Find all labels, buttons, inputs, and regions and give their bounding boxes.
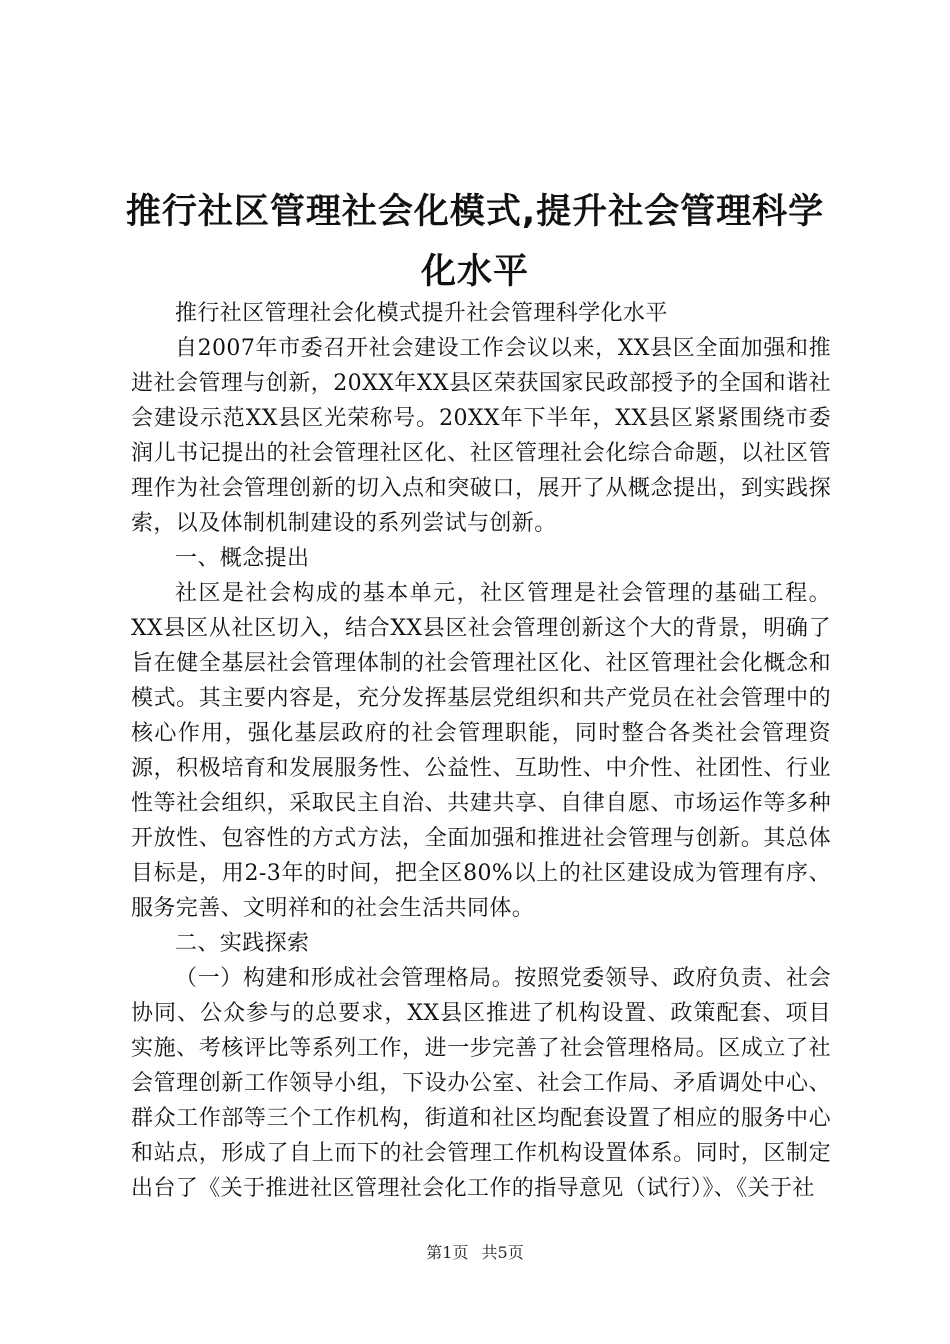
section-heading: 一、概念提出 [175,546,310,571]
page-footer [0,1243,950,1263]
section-heading: 二、实践探索 [175,931,310,956]
subtitle-paragraph: 推行社区管理社会化模式提升社会管理科学化水平 [175,301,668,326]
body-paragraph: 自2007年市委召开社会建设工作会议以来，XX县区全面加强和推进社会管理与创新，20XX年XX县区荣获国家民政部授予的全国和谐社会建设示范XX县区光荣称号。20XX年下半年，XX县区紧紧围绕市委润儿书记提出的社会管理社区化、社区管理社会化综合命题，以社区管理作为社会管理创新的切入点和突破口，展开了从概念提出，到实践探索，以及体制机制建设的系列尝试与创新。 [131,336,831,536]
document-body [131,296,831,1206]
document-title: 推行社区管理社会化模式,提升社会管理科学化水平 [125,192,825,292]
body-paragraph: （一）构建和形成社会管理格局。按照党委领导、政府负责、社会协同、公众参与的总要求，XX县区推进了机构设置、政策配套、项目实施、考核评比等系列工作，进一步完善了社会管理格局。区成立了社会管理创新工作领导小组，下设办公室、社会工作局、矛盾调处中心、群众工作部等三个工作机构，街道和社区均配套设置了相应的服务中心和站点，形成了自上而下的社会管理工作机构设置体系。同时，区制定出台了《关于推进社区管理社会化工作的指导意见（试行）》、《关于社 [131,966,831,1201]
body-paragraph: 社区是社会构成的基本单元，社区管理是社会管理的基础工程。XX县区从社区切入，结合XX县区社会管理创新这个大的背景，明确了旨在健全基层社会管理体制的社会管理社区化、社区管理社会化概念和模式。其主要内容是，充分发挥基层党组织和共产党员在社会管理中的核心作用，强化基层政府的社会管理职能，同时整合各类社会管理资源，积极培育和发展服务性、公益性、互助性、中介性、社团性、行业性等社会组织，采取民主自治、共建共享、自律自愿、市场运作等多种开放性、包容性的方式方法，全面加强和推进社会管理与创新。其总体目标是，用2-3年的时间，把全区80%以上的社区建设成为管理有序、服务完善、文明祥和的社会生活共同体。 [131,581,831,921]
page-number: 第1页 [426,1243,469,1262]
page-total: 共5页 [481,1243,524,1262]
